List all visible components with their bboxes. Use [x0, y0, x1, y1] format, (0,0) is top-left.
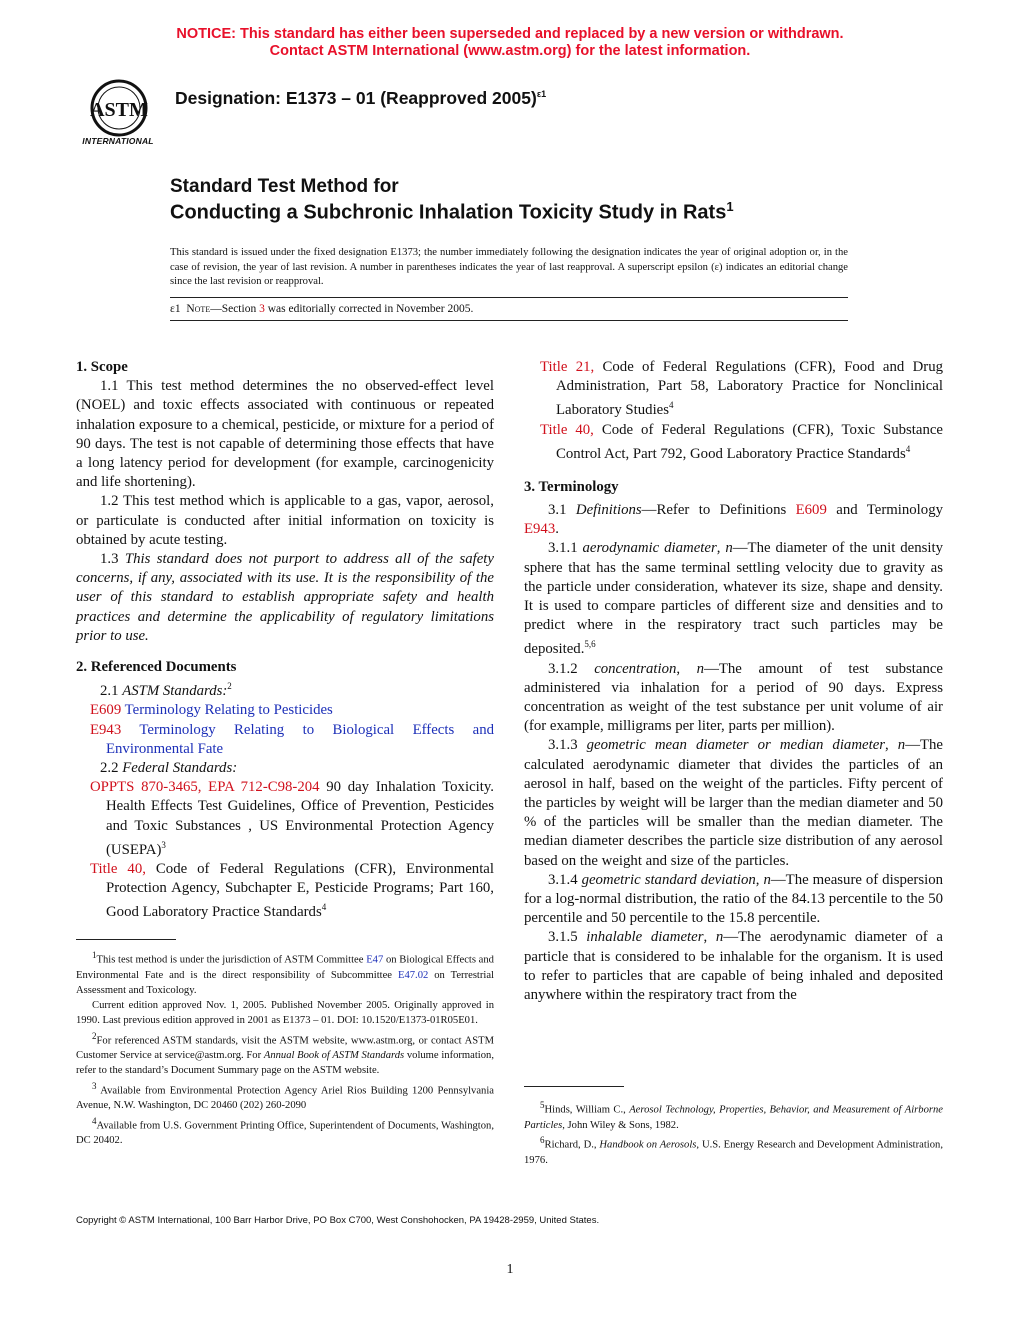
note-post: was editorially corrected in November 2005.	[264, 303, 474, 315]
d311-num: 3.1.1	[548, 540, 583, 557]
fn5-end: , John Wiley & Sons, 1982.	[562, 1119, 679, 1131]
ref-e609	[90, 701, 494, 720]
def-3-1-4: 3.1.4 geometric standard deviation, n—The measure of dispersion for a log-normal distribution, the ratio of the 84.13 percentile to the 50 percentile and 50 percentile to the 15.8 percentile.	[524, 871, 944, 927]
astm-logo-mark: ASTM	[90, 99, 148, 121]
fn3-text: Available from Environmental Protection Agency Ariel Rios Building 1200 Pennsylvania Avenue, N.W. Washington, DC 20460 (202) 260-2090	[76, 1085, 494, 1112]
fn6-ital: Handbook on Aerosols	[599, 1139, 697, 1151]
fn2-end: volume information, refer to the standard’s Document Summary page on the ASTM website.	[76, 1050, 494, 1077]
d311-term: aerodynamic diameter	[582, 540, 717, 557]
d314-term: geometric standard deviation	[581, 871, 756, 888]
title40-epa-link[interactable]: Title 40,	[90, 860, 146, 877]
title21-link[interactable]: Title 21,	[540, 359, 595, 375]
title40-epa-sup: 4	[321, 902, 327, 913]
note-pre: —Section	[210, 303, 260, 315]
scope-1-2: 1.2 This test method which is applicable to a gas, vapor, aerosol, or particulate is conducted after initial information on toxicity is obtained by acute testing.	[76, 493, 494, 548]
e943-link[interactable]: E943	[90, 721, 122, 738]
logo-international: INTERNATIONAL	[82, 136, 154, 146]
d314-n: n	[763, 871, 771, 888]
federal-standards-label	[76, 759, 494, 778]
oppts-link[interactable]: OPPTS 870-3465, EPA 712-C98-204	[90, 779, 320, 796]
astm-sup: 2	[227, 681, 232, 692]
def-3-1-5: 3.1.5 inhalable diameter, n—The aerodynamic diameter of a particle that is considered to be inhalable for the organism. It is used to refer to particles that are capable of being inhaled and deposited anywhere within the respiratory tract from the	[524, 929, 943, 1004]
footnote-1b: Current edition approved Nov. 1, 2005. Published November 2005. Originally approved in 1990. Last previous edition approved in 2001 as E1373 – 01. DOI: 10.1520/E1373-01R05E01.	[76, 1000, 494, 1027]
scope-heading: 1. Scope	[76, 359, 128, 375]
oppts-text: 90 day Inhalation Toxicity. Health Effects Test Guidelines, Office of Prevention, Pesticides and Toxic Substances , US Environmental Protection Agency (USEPA)	[106, 779, 494, 858]
title-text: Conducting a Subchronic Inhalation Toxicity Study in Rats	[170, 201, 727, 224]
note-epsilon: ε1	[170, 303, 181, 315]
d31-num: 3.1	[548, 502, 576, 519]
fed-num: 2.2	[100, 759, 123, 776]
designation	[175, 88, 546, 109]
fn4-sup: 4	[92, 1115, 97, 1126]
d313-num: 3.1.3	[548, 737, 587, 754]
d311-sup: 5,6	[584, 639, 596, 650]
title-line-2	[170, 199, 734, 225]
d315-num: 3.1.5	[548, 929, 587, 946]
astm-label: ASTM Standards:	[122, 683, 228, 700]
ref-oppts	[90, 778, 494, 860]
d31-text: —Refer to Definitions	[641, 502, 796, 519]
note-label: Note	[186, 303, 211, 315]
footnote-3	[76, 1079, 494, 1114]
footnote-rule-right	[524, 1086, 624, 1087]
astm-standards-label	[76, 677, 494, 701]
notice-line-2: Contact ASTM International (www.astm.org) for the latest information.	[269, 43, 751, 59]
fn5-sup: 5	[540, 1100, 545, 1110]
fn1-mid: on Biological Effects and Environmental Fate and is the direct responsibility of Subcommittee	[76, 954, 494, 981]
designation-text: Designation: E1373 – 01 (Reapproved 2005)	[175, 88, 537, 108]
fn3-sup: 3	[92, 1080, 97, 1091]
e943-title[interactable]: Terminology Relating to Biological Effects and Environmental Fate	[106, 721, 494, 757]
d314-num: 3.1.4	[548, 871, 582, 888]
title-footnote-ref: 1	[726, 199, 734, 214]
fed-label: Federal Standards:	[122, 759, 238, 776]
terminology-heading: 3. Terminology	[524, 478, 619, 495]
d31-e609-link[interactable]: E609	[795, 502, 827, 519]
d31-e943-link[interactable]: E943	[524, 521, 556, 538]
footnote-2	[76, 1029, 494, 1079]
footnote-6	[524, 1133, 943, 1168]
issuance-statement: This standard is issued under the fixed designation E1373; the number immediately following the designation indicates the year of original adoption or, in the case of revision, the year of last revision. A number in parentheses indicates the year of last reapproval. A superscript epsilon (ε) indicates an editorial change since the last revision or reapproval.	[170, 247, 848, 287]
fn1-e4702-link[interactable]: E47.02	[397, 969, 429, 981]
e609-title[interactable]: Terminology Relating to Pesticides	[124, 702, 333, 719]
fn1-pre: This test method is under the jurisdiction of ASTM Committee	[96, 954, 367, 966]
fn2-pre: For referenced ASTM standards, visit the ASTM website, www.astm.org, or contact ASTM Customer Service at service@astm.org. For	[76, 1035, 494, 1062]
fn5-ital: Aerosol Technology, Properties, Behavior, and Measurement of Airborne Particles	[524, 1104, 943, 1131]
left-column	[76, 358, 494, 922]
e609-link[interactable]: E609	[90, 702, 122, 719]
notice-line-1: NOTICE: This standard has either been superseded and replaced by a new version or withdrawn.	[176, 26, 844, 42]
title40-tsca-text: Code of Federal Regulations (CFR), Toxic Substance Control Act, Part 792, Good Laboratory Practice Standards	[556, 421, 943, 462]
withdrawal-notice	[0, 26, 1020, 60]
title40-epa-text: Code of Federal Regulations (CFR), Environmental Protection Agency, Subchapter E, Pesticide Programs; Part 160, Good Laboratory Practice Standards	[106, 860, 494, 921]
fn6-pre: Richard, D.,	[544, 1139, 600, 1151]
editorial-note	[170, 303, 473, 315]
footnote-5	[524, 1098, 943, 1133]
d315-n: n	[715, 929, 724, 946]
d312-num: 3.1.2	[548, 660, 595, 677]
fn2-sup: 2	[92, 1030, 97, 1041]
d312-n: n	[696, 660, 705, 677]
footnotes-left	[76, 948, 494, 1149]
header-rule	[170, 297, 848, 298]
fn1-e47-link[interactable]: E47	[366, 954, 384, 966]
scope-1-1: 1.1 This test method determines the no observed-effect level (NOEL) and toxic effects associated with continuous or repeated inhalation exposure to a chemical, pesticide, or mixture for a period of 90 days. The test is not capable of determining those effects that have a long latency period for development (for example, carcinogenicity and life shortening).	[76, 378, 494, 491]
title21-sup: 4	[669, 400, 674, 411]
def-3-1	[524, 501, 943, 539]
ref-title40-tsca	[540, 421, 943, 464]
title40-tsca-sup: 4	[905, 443, 911, 454]
title40-tsca-link[interactable]: Title 40,	[540, 421, 594, 438]
fn2-ital: Annual Book of ASTM Standards	[263, 1050, 405, 1062]
footnotes-right	[524, 1098, 943, 1168]
d315-text: —The aerodynamic diameter of a particle that is considered to be inhalable for the organism. It is used to refer to particles that are capable of being inhaled and deposited anywhere within the respiratory tract from the	[524, 929, 943, 1004]
d312-text: —The amount of test substance administered via inhalation for a period of 90 days. Express concentration as weight of the test substance per unit volume of air (for example, milligrams per liter, parts per million).	[524, 660, 944, 735]
fn1-end: on Terrestrial Assessment and Toxicology.	[76, 969, 494, 996]
d311-n: n	[725, 540, 733, 557]
scope-1-3-num: 1.3	[100, 551, 125, 568]
fn6-sup: 6	[540, 1134, 545, 1145]
d312-term: concentration	[594, 660, 677, 677]
d315-term: inhalable diameter	[586, 929, 704, 946]
def-3-1-1: 3.1.1 aerodynamic diameter, n—The diameter of the unit density sphere that has the same terminal settling velocity due to gravity as the particle under consideration, whatever its size, shape and density. It is used to compare particles of different size and densities and to predict where in the respiratory tract such particles may be deposited.$^{5,6}$	[524, 540, 943, 658]
footnote-rule-left	[76, 939, 176, 940]
scope-1-3-text: This standard does not purport to address all of the safety concerns, if any, associated with its use. It is the responsibility of the user of this standard to establish appropriate safety and health practices and determine the applicability of regulatory limitations prior to use.	[76, 551, 494, 644]
footnote-1	[76, 948, 494, 998]
note-section-link[interactable]: 3	[259, 303, 265, 315]
fn5-pre: Hinds, William C.,	[544, 1104, 630, 1116]
designation-epsilon: ε1	[536, 89, 547, 100]
ref-title21	[540, 358, 943, 421]
def-3-1-3: 3.1.3 geometric mean diameter or median diameter, n—The calculated aerodynamic diameter that divides the particles of an aerosol in half, based on the weight of the particles. Fifty percent of the particles by weight will be larger than the median diameter and 50 % of the particles will be smaller than the median diameter. The median diameter describes the particle size distribution of any aerosol based on the weight and size of the particles.	[524, 737, 943, 869]
copyright-line: Copyright © ASTM International, 100 Barr Harbor Drive, PO Box C700, West Conshohocken, PA 19428-2959, United States.	[76, 1215, 600, 1226]
page-number: 1	[506, 1262, 514, 1277]
header-rule-bottom	[170, 320, 848, 321]
d313-n: n	[897, 737, 906, 754]
d313-text: —The calculated aerodynamic diameter that divides the particles of an aerosol in half, based on the weight of the particles. Fifty percent of the particles by weight will be larger than the median diameter and 50 % of the particles will be smaller than the median diameter. The median diameter describes the particle size distribution of any aerosol based on the weight and size of the particles.	[524, 737, 943, 869]
fn1-sup: 1	[92, 950, 97, 960]
ref-e943	[90, 721, 494, 759]
def-3-1-2: 3.1.2 concentration, n—The amount of test substance administered via inhalation for a period of 90 days. Express concentration as weight of the test substance per unit volume of air (for example, milligrams per liter, parts per million).	[524, 660, 944, 735]
title21-text: Code of Federal Regulations (CFR), Food and Drug Administration, Part 58, Laboratory Practice for Nonclinical Laboratory Studies	[556, 359, 943, 419]
fn4-text: Available from U.S. Government Printing Office, Superintendent of Documents, Washington, DC 20402.	[76, 1120, 494, 1147]
d31-mid: and Terminology	[826, 502, 943, 519]
d313-term: geometric mean diameter or median diameter	[586, 737, 886, 754]
d311-text: —The diameter of the unit density sphere that has the same terminal settling velocity due to gravity as the particle under consideration, whatever its size, shape and density. It is used to compare particles of different size and densities and to predict where in the respiratory tract such particles may be deposited.	[524, 540, 943, 658]
refdocs-heading: 2. Referenced Documents	[76, 659, 237, 676]
scope-1-3	[76, 550, 494, 646]
d31-end: .	[555, 521, 559, 538]
fn6-end: , U.S. Energy Research and Development Administration, 1976.	[524, 1139, 943, 1166]
ref-title40-epa	[90, 860, 494, 923]
oppts-sup: 3	[161, 839, 166, 850]
footnote-4	[76, 1114, 494, 1149]
d314-text: —The measure of dispersion for a log-normal distribution, the ratio of the 84.13 percentile to the 50 percentile and 50 percentile to the 15.8 percentile.	[524, 871, 944, 927]
right-column	[524, 358, 943, 1005]
astm-num: 2.1	[100, 683, 123, 700]
d31-term: Definitions	[575, 502, 642, 519]
title-line-1: Standard Test Method for	[170, 176, 399, 197]
